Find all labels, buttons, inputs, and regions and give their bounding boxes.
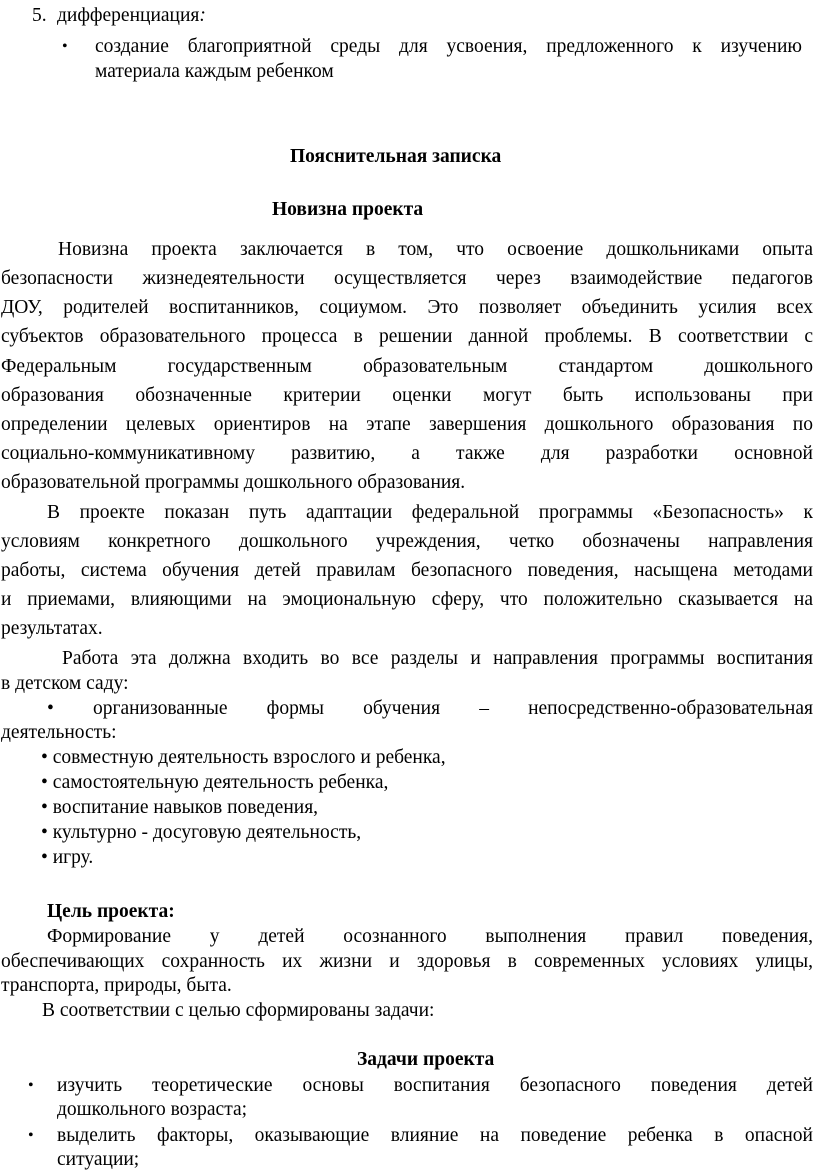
list-item-text (57, 4, 206, 28)
list-item: • самостоятельную деятельность ребенка, (41, 772, 389, 793)
tasks-heading: Задачи проекта (357, 1049, 495, 1070)
heading-explanatory-note: Пояснительная записка (290, 146, 502, 167)
paragraph-line: ДОУ, родителей воспитанников, социумом. Это позволяет объединить усилия всех (1, 297, 813, 318)
paragraph-line: Новизна проекта заключается в том, что освоение дошкольниками опыта (58, 239, 813, 260)
paragraph-line: Федеральным государственным образовательным стандартом дошкольного (1, 356, 813, 377)
heading-novelty: Новизна проекта (272, 199, 424, 220)
paragraph-line: образования обозначенные критерии оценки могут быть использованы при (1, 385, 813, 406)
task-line: ситуации; (57, 1149, 140, 1170)
paragraph-line: субъектов образовательного процесса в решении данной проблемы. В соответствии с (1, 326, 813, 347)
paragraph-line: Работа эта должна входить во все разделы и направления программы воспитания (62, 648, 813, 669)
paragraph-line: определении целевых ориентиров на этапе завершения дошкольного образования по (1, 414, 813, 435)
task-line: выделить факторы, оказывающие влияние на поведение ребенка в опасной (57, 1125, 813, 1146)
task-line: дошкольного возраста; (57, 1099, 248, 1120)
list-item: • культурно - досуговую деятельность, (41, 822, 362, 843)
paragraph-line: работы, система обучения детей правилам безопасного поведения, насыщена методами (1, 560, 813, 581)
goal-heading: Цель проекта: (47, 901, 175, 922)
sub-item-line: материала каждым ребенком (95, 61, 334, 82)
paragraph-line: Формирование у детей осознанного выполнения правил поведения, (47, 926, 813, 947)
tasks-intro: В соответствии с целью сформированы задачи: (42, 1000, 435, 1021)
list-item: • организованные формы обучения – непосредственно-образовательная (47, 698, 813, 719)
task-line: изучить теоретические основы воспитания безопасного поведения детей (57, 1075, 813, 1096)
paragraph-line: в детском саду: (1, 673, 129, 694)
paragraph-line: условиям конкретного дошкольного учреждения, четко обозначены направления (1, 531, 813, 552)
paragraph-line: В проекте показан путь адаптации федеральной программы «Безопасность» к (47, 502, 813, 523)
paragraph-line: транспорта, природы, быта. (1, 975, 232, 996)
bullet-icon: • (28, 1077, 34, 1094)
paragraph-line: безопасности жизнедеятельности осуществляется через взаимодействие педагогов (1, 268, 813, 289)
paragraph-line: образовательной программы дошкольного образования. (1, 472, 466, 493)
bullet-icon: • (28, 1127, 34, 1144)
list-item: • игру. (41, 847, 94, 868)
list-item: деятельность: (1, 722, 117, 743)
paragraph-line: обеспечивающих сохранность их жизни и здоровья в современных условиях улицы, (1, 951, 813, 972)
bullet-icon: • (62, 38, 68, 55)
list-item: • совместную деятельность взрослого и ребенка, (41, 747, 446, 768)
paragraph-line: результатах. (1, 618, 103, 639)
paragraph-line: и приемами, влияющими на эмоциональную сферу, что положительно сказывается на (1, 589, 813, 610)
paragraph-line: социально-коммуникативному развитию, а также для разработки основной (1, 443, 813, 464)
list-item-colon: : (199, 5, 206, 26)
list-item-number: 5. (32, 5, 47, 26)
list-item: • воспитание навыков поведения, (41, 797, 319, 818)
sub-item-line: создание благоприятной среды для усвоения, предложенного к изучению (95, 36, 802, 57)
list-item-label: дифференциация (57, 5, 200, 26)
